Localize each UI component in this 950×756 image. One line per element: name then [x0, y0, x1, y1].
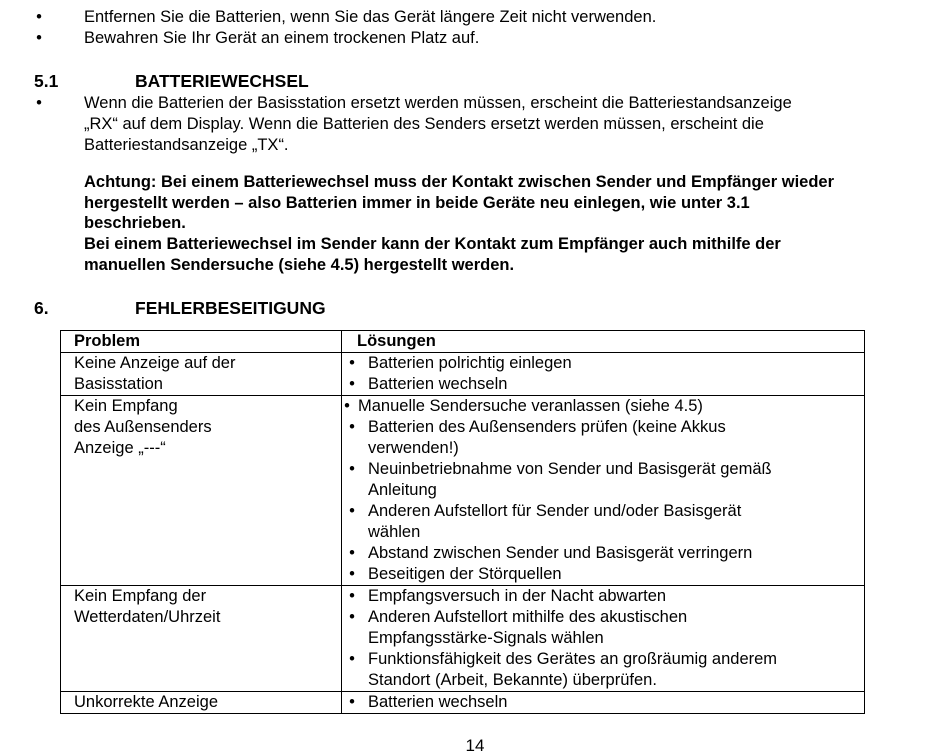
- solution-text: Funktionsfähigkeit des Gerätes an großräumig anderem: [368, 650, 778, 668]
- solution-text: Manuelle Sendersuche veranlassen (siehe 4.5): [358, 397, 703, 415]
- table-header-row: [61, 331, 865, 353]
- page-number: 14: [465, 736, 485, 755]
- bullet-icon: •: [349, 608, 355, 626]
- problem-line: des Außensenders: [74, 418, 212, 436]
- paragraph-line: Batteriestandsanzeige „TX“.: [84, 136, 289, 154]
- intro-bullet-text: Bewahren Sie Ihr Gerät an einem trockenen Platz auf.: [84, 29, 480, 47]
- warning-line: hergestellt werden – also Batterien immer in beide Geräte neu einlegen, wie unter 3.1: [84, 194, 750, 212]
- solution-item: [342, 692, 864, 713]
- solution-text: Batterien wechseln: [368, 693, 508, 711]
- solution-item: [342, 396, 864, 417]
- table-row: [61, 692, 865, 714]
- intro-bullet-text: Entfernen Sie die Batterien, wenn Sie das Gerät längere Zeit nicht verwenden.: [84, 8, 657, 26]
- solutions-list: [342, 586, 864, 691]
- solutions-cell: [342, 586, 865, 692]
- section-number: 5.1: [34, 71, 59, 91]
- solution-item: [342, 586, 864, 607]
- problem-cell: [61, 396, 342, 586]
- bullet-icon: •: [349, 693, 355, 711]
- bullet-icon: •: [36, 8, 42, 26]
- solution-item: [342, 649, 864, 691]
- solution-item: [342, 501, 864, 543]
- problem-line: Unkorrekte Anzeige: [74, 693, 218, 711]
- bullet-icon: •: [349, 544, 355, 562]
- solutions-cell: [342, 396, 865, 586]
- solutions-list: [342, 396, 864, 585]
- warning-line: Bei einem Batteriewechsel im Sender kann der Kontakt zum Empfänger auch mithilfe der: [84, 235, 781, 253]
- solution-item: [342, 459, 864, 501]
- solution-text: Batterien polrichtig einlegen: [368, 354, 572, 372]
- paragraph-line: Wenn die Batterien der Basisstation ersetzt werden müssen, erscheint die Batteriestandsanzeige: [84, 94, 792, 112]
- solution-text: Anderen Aufstellort mithilfe des akustischen: [368, 608, 688, 626]
- solution-item: [342, 417, 864, 459]
- solution-text: wählen: [368, 523, 421, 541]
- section-number: 6.: [34, 298, 49, 318]
- solution-item: [342, 374, 864, 395]
- bullet-icon: •: [349, 587, 355, 605]
- problem-cell: [61, 692, 342, 714]
- troubleshooting-table: [60, 330, 865, 714]
- paragraph-line: „RX“ auf dem Display. Wenn die Batterien des Senders ersetzt werden müssen, erscheint die: [84, 115, 764, 133]
- section-title: BATTERIEWECHSEL: [135, 71, 309, 91]
- solutions-cell: [342, 692, 865, 714]
- problem-line: Keine Anzeige auf der: [74, 354, 236, 372]
- problem-line: Basisstation: [74, 375, 163, 393]
- solution-item: [342, 353, 864, 374]
- section-title: FEHLERBESEITIGUNG: [135, 298, 326, 318]
- solution-text: Anderen Aufstellort für Sender und/oder Basisgerät: [368, 502, 742, 520]
- column-header-problem: Problem: [61, 331, 342, 353]
- bullet-icon: •: [349, 460, 355, 478]
- bullet-icon: •: [349, 375, 355, 393]
- solution-item: [342, 564, 864, 585]
- solution-text: Batterien des Außensenders prüfen (keine Akkus: [368, 418, 726, 436]
- bullet-icon: •: [349, 354, 355, 372]
- problem-line: Kein Empfang: [74, 397, 178, 415]
- table-row: [61, 353, 865, 396]
- problem-cell: [61, 586, 342, 692]
- warning-line: Achtung: Bei einem Batteriewechsel muss der Kontakt zwischen Sender und Empfänger wieder: [84, 173, 835, 191]
- bullet-icon: •: [349, 650, 355, 668]
- bullet-icon: •: [36, 29, 42, 47]
- problem-line: Wetterdaten/Uhrzeit: [74, 608, 221, 626]
- solution-text: Empfangsversuch in der Nacht abwarten: [368, 587, 667, 605]
- bullet-icon: •: [344, 397, 350, 415]
- solution-text: Neuinbetriebnahme von Sender und Basisgerät gemäß: [368, 460, 772, 478]
- solution-item: [342, 543, 864, 564]
- solutions-list: [342, 692, 864, 713]
- problem-cell: [61, 353, 342, 396]
- bullet-icon: •: [349, 565, 355, 583]
- solution-text: Anleitung: [368, 481, 437, 499]
- warning-line: manuellen Sendersuche (siehe 4.5) hergestellt werden.: [84, 256, 515, 274]
- solution-text: Abstand zwischen Sender und Basisgerät verringern: [368, 544, 753, 562]
- table-row: [61, 586, 865, 692]
- bullet-icon: •: [349, 502, 355, 520]
- problem-line: Kein Empfang der: [74, 587, 207, 605]
- table-row: [61, 396, 865, 586]
- solution-text: Standort (Arbeit, Bekannte) überprüfen.: [368, 671, 657, 689]
- column-header-solutions: Lösungen: [342, 331, 865, 353]
- problem-line: Anzeige „---“: [74, 439, 166, 457]
- solutions-list: [342, 353, 864, 395]
- bullet-icon: •: [349, 418, 355, 436]
- bullet-icon: •: [36, 94, 42, 112]
- solution-text: Beseitigen der Störquellen: [368, 565, 562, 583]
- warning-line: beschrieben.: [84, 214, 186, 232]
- solution-item: [342, 607, 864, 649]
- solution-text: Empfangsstärke-Signals wählen: [368, 629, 604, 647]
- solution-text: Batterien wechseln: [368, 375, 508, 393]
- solution-text: verwenden!): [368, 439, 459, 457]
- solutions-cell: [342, 353, 865, 396]
